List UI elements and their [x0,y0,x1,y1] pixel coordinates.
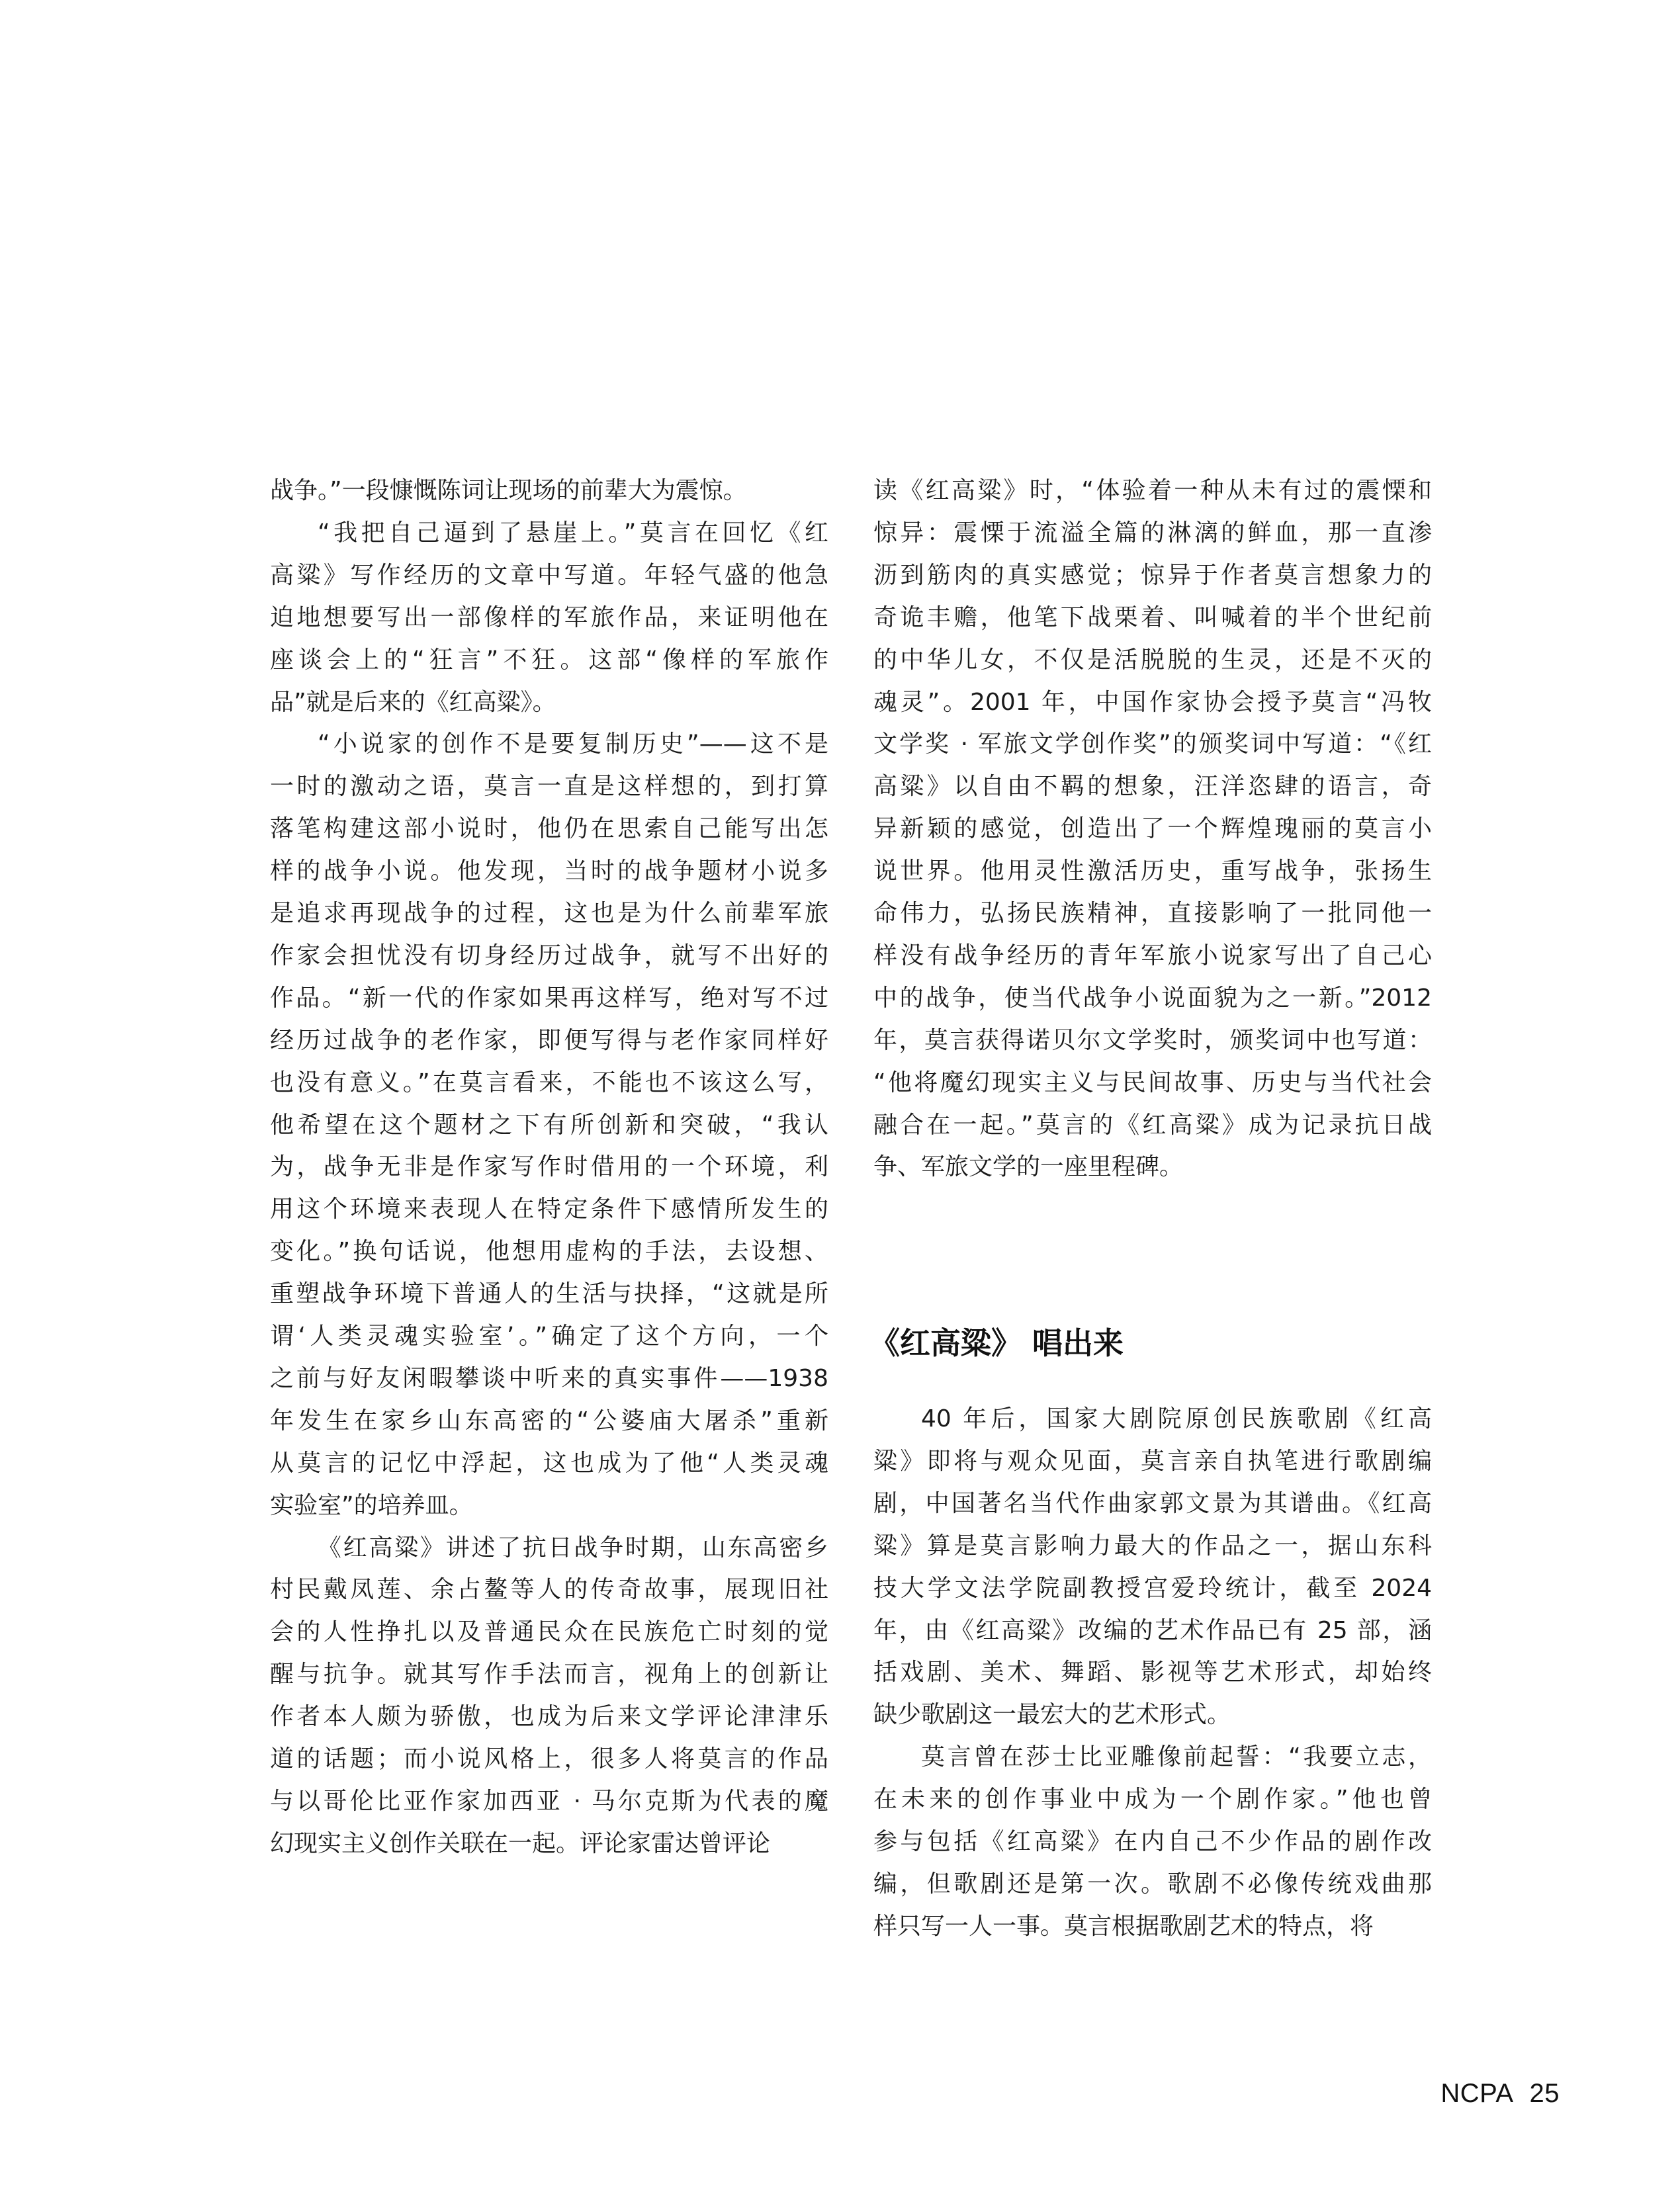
text-line: 高粱》写作经历的文章中写道。年轻气盛的他急 [270,562,828,589]
text-line: 实验室”的培养皿。 [270,1492,473,1519]
text-line: 括戏剧、美术、舞蹈、影视等艺术形式，却始终 [873,1659,1432,1686]
text-line: 年，由《红高粱》改编的艺术作品已有 25 部，涵 [873,1617,1432,1644]
text-line: 《红高粱》讲述了抗日战争时期，山东高密乡 [318,1534,828,1561]
text-line: “小说家的创作不是要复制历史”——这不是 [318,730,828,758]
text-line: 奇诡丰赡，他笔下战栗着、叫喊着的半个世纪前 [873,604,1432,631]
text-line: 样的战争小说。他发现，当时的战争题材小说多 [270,857,828,885]
text-line: 融合在一起。”莫言的《红高粱》成为记录抗日战 [873,1112,1432,1139]
publication-name: NCPA [1440,2079,1514,2108]
text-line: 魂灵”。2001 年，中国作家协会授予莫言“冯牧 [873,689,1432,716]
text-line: 座谈会上的“狂言”不狂。这部“像样的军旅作 [270,646,828,674]
text-line: 争、军旅文学的一座里程碑。 [873,1153,1184,1180]
text-line: 之前与好友闲暇攀谈中听来的真实事件——1938 [270,1365,828,1392]
text-line: 作品。“新一代的作家如果再这样写，绝对写不过 [270,985,828,1012]
text-line: 年发生在家乡山东高密的“公婆庙大屠杀”重新 [270,1407,828,1434]
text-line: 从莫言的记忆中浮起，这也成为了他“人类灵魂 [270,1450,828,1477]
text-line: 谓‘人类灵魂实验室’。”确定了这个方向，一个 [270,1323,828,1350]
text-line: 作者本人颇为骄傲，也成为后来文学评论津津乐 [270,1703,828,1730]
text-line: 的中华儿女，不仅是活脱脱的生灵，还是不灭的 [873,646,1432,674]
page-number: 25 [1529,2079,1560,2108]
text-line: 战争。”一段慷慨陈词让现场的前辈大为震惊。 [270,477,747,504]
text-line: 也没有意义。”在莫言看来，不能也不该这么写， [270,1069,828,1096]
text-line: 会的人性挣扎以及普通民众在民族危亡时刻的觉 [270,1618,828,1645]
text-line: 样只写一人一事。莫言根据歌剧艺术的特点，将 [873,1913,1374,1940]
text-line: 醒与抗争。就其写作手法而言，视角上的创新让 [270,1661,828,1688]
text-line: 品”就是后来的《红高粱》。 [270,689,556,716]
text-line: 文学奖 · 军旅文学创作奖”的颁奖词中写道：“《红 [873,730,1432,758]
text-line: 莫言曾在莎士比亚雕像前起誓：“我要立志， [921,1743,1432,1771]
text-line: 40 年后，国家大剧院原创民族歌剧《红高 [921,1405,1432,1432]
text-line: 在未来的创作事业中成为一个剧作家。”他也曾 [873,1786,1432,1813]
text-line: 变化。”换句话说，他想用虚构的手法，去设想、 [270,1238,828,1265]
text-line: 是追求再现战争的过程，这也是为什么前辈军旅 [270,900,828,927]
text-line: 年，莫言获得诺贝尔文学奖时，颁奖词中也写道： [873,1027,1432,1054]
text-line: 剧，中国著名当代作曲家郭文景为其谱曲。《红高 [873,1490,1432,1517]
right-column [869,0,1436,2188]
text-line: 技大学文法学院副教授宫爱玲统计，截至 2024 [873,1575,1432,1602]
left-column [270,0,832,2188]
text-line: 高粱》以自由不羁的想象，汪洋恣肆的语言，奇 [873,773,1432,800]
text-line: “他将魔幻现实主义与民间故事、历史与当代社会 [873,1069,1432,1096]
text-line: 作家会担忧没有切身经历过战争，就写不出好的 [270,942,828,969]
text-line: 村民戴凤莲、余占鳌等人的传奇故事，展现旧社 [270,1576,828,1603]
text-line: 异新颖的感觉，创造出了一个辉煌瑰丽的莫言小 [873,815,1432,842]
text-line: 中的战争，使当代战争小说面貌为之一新。”2012 [873,985,1432,1012]
text-line: 落笔构建这部小说时，他仍在思索自己能写出怎 [270,815,828,842]
text-line: 用这个环境来表现人在特定条件下感情所发生的 [270,1196,828,1223]
section-heading: 《红高粱》 唱出来 [869,1325,1124,1361]
text-line: 幻现实主义创作关联在一起。评论家雷达曾评论 [270,1830,771,1857]
text-line: 命伟力，弘扬民族精神，直接影响了一批同他一 [873,900,1432,927]
text-line: 一时的激动之语，莫言一直是这样想的，到打算 [270,773,828,800]
text-line: “我把自己逼到了悬崖上。”莫言在回忆《红 [318,519,828,547]
text-line: 缺少歌剧这一最宏大的艺术形式。 [873,1701,1231,1728]
text-line: 经历过战争的老作家，即便写得与老作家同样好 [270,1027,828,1054]
text-line: 编，但歌剧还是第一次。歌剧不必像传统戏曲那 [873,1870,1432,1898]
text-line: 与以哥伦比亚作家加西亚 · 马尔克斯为代表的魔 [270,1788,828,1815]
text-line: 说世界。他用灵性激活历史，重写战争，张扬生 [873,857,1432,885]
text-line: 粱》即将与观众见面，莫言亲自执笔进行歌剧编 [873,1448,1432,1475]
text-line: 为，战争无非是作家写作时借用的一个环境，利 [270,1153,828,1180]
text-line: 他希望在这个题材之下有所创新和突破，“我认 [270,1112,828,1139]
text-line: 惊异：震慄于流溢全篇的淋漓的鲜血，那一直渗 [873,519,1432,547]
text-line: 迫地想要写出一部像样的军旅作品，来证明他在 [270,604,828,631]
text-line: 粱》算是莫言影响力最大的作品之一，据山东科 [873,1532,1432,1559]
text-line: 参与包括《红高粱》在内自己不少作品的剧作改 [873,1828,1432,1855]
text-line: 沥到筋肉的真实感觉；惊异于作者莫言想象力的 [873,562,1432,589]
text-line: 样没有战争经历的青年军旅小说家写出了自己心 [873,942,1432,969]
text-line: 重塑战争环境下普通人的生活与抉择，“这就是所 [270,1280,828,1307]
text-line: 读《红高粱》时，“体验着一种从未有过的震慄和 [873,477,1432,504]
text-line: 道的话题；而小说风格上，很多人将莫言的作品 [270,1745,828,1772]
page-footer [1440,2079,1560,2109]
